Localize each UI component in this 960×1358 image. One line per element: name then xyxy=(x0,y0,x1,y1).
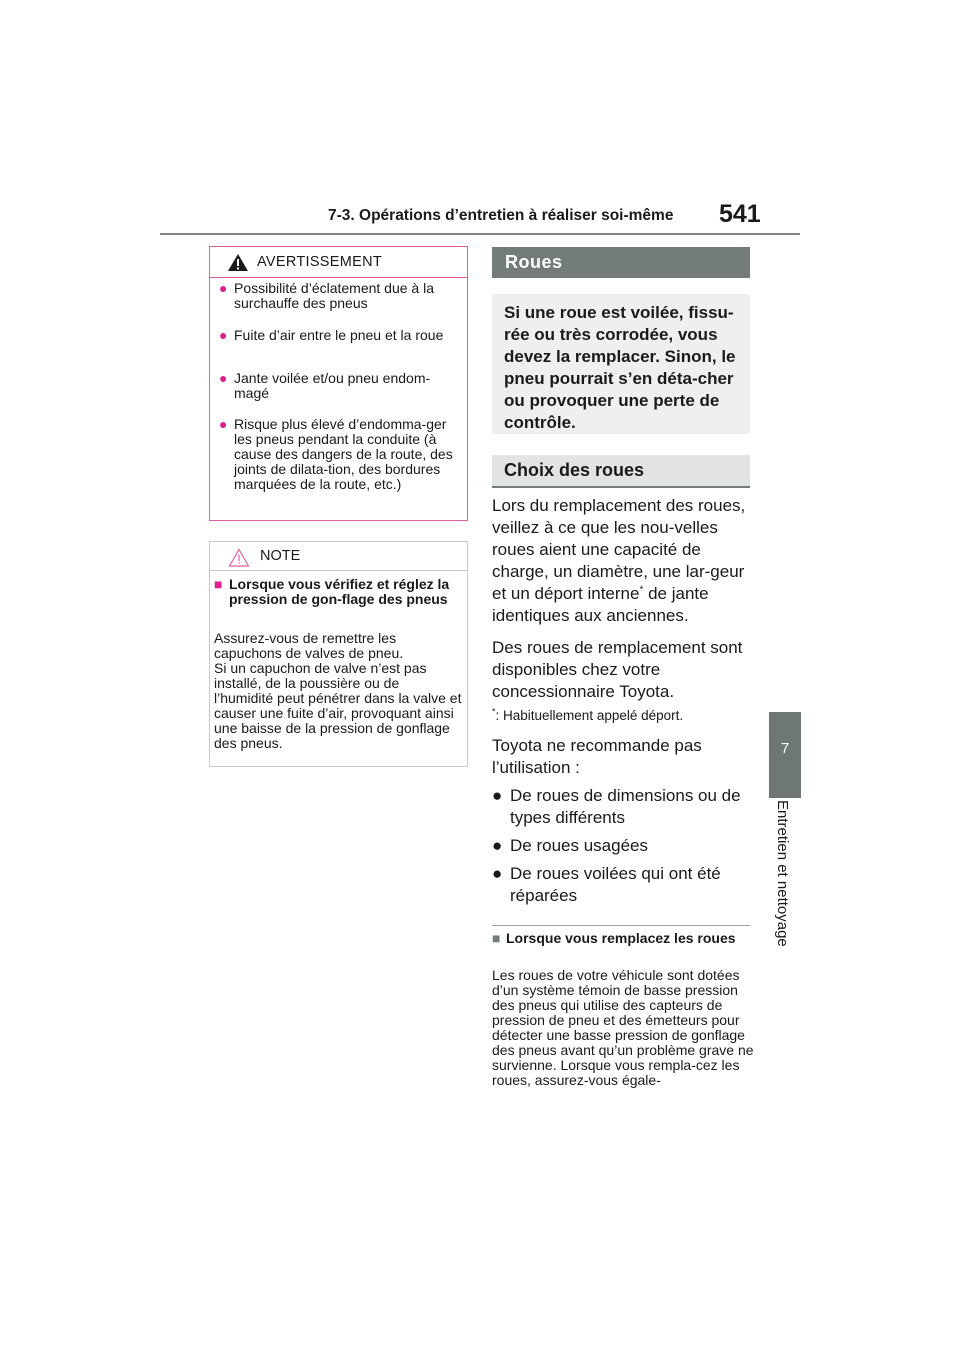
roues-heading-bar xyxy=(492,247,750,278)
square-bullet-icon: ■ xyxy=(492,930,501,946)
remplacement-body: Les roues de votre véhicule sont dotées d’un système témoin de basse pression des pneus qui utilise des capteurs de pression de pneu et des émetteurs pour détecter une basse pression de gonflage des pneus avant qu’un problème grave ne survienne. Lorsque vous rempla-cez les roues, assurez-vous égale- xyxy=(492,967,754,1088)
page-number: 541 xyxy=(719,200,761,228)
choix-paragraph: Des roues de remplacement sont disponibles chez votre concessionnaire Toyota. xyxy=(492,638,743,701)
choix-bullet-text: De roues de dimensions ou de types différents xyxy=(510,786,741,827)
bullet-dot-icon: ● xyxy=(219,370,228,386)
note-body-line: Assurez-vous de remettre les capuchons de valves de pneu. xyxy=(214,630,404,661)
warning-bullet-text: Risque plus élevé d’endomma-ger les pneus pendant la conduite (à cause des dangers de la route, des joints de dilata-tion, des bordures marquées de la route, etc.) xyxy=(234,416,453,492)
warning-title: AVERTISSEMENT xyxy=(257,254,383,270)
roues-heading: Roues xyxy=(505,252,563,272)
section-title: 7-3. Opérations d’entretien à réaliser soi-même xyxy=(328,207,674,224)
header-rule xyxy=(160,233,800,235)
warning-header xyxy=(210,247,467,278)
warning-bullet xyxy=(219,371,459,401)
square-bullet-icon: ■ xyxy=(214,576,223,592)
footnote: *: Habituellement appelé déport. xyxy=(492,706,684,723)
note-box xyxy=(209,541,468,767)
warning-bullet-text: Jante voilée et/ou pneu endom-magé xyxy=(234,370,431,401)
choix-paragraph: Lors du remplacement des roues, veillez à ce que les nou-velles roues aient une capacité de charge, un diamètre, une lar-geur et un déport interne* de jante identiques aux anciennes. xyxy=(492,496,746,625)
chapter-label-text: Entretien et nettoyage xyxy=(774,800,791,947)
remplacement-subheading xyxy=(492,931,750,946)
warning-box xyxy=(209,246,468,521)
bullet-dot-icon: ● xyxy=(219,416,228,432)
choix-bullet xyxy=(492,835,754,857)
warning-triangle-icon xyxy=(227,253,249,272)
note-subheading xyxy=(214,577,459,607)
chapter-label xyxy=(768,800,802,990)
note-body xyxy=(214,631,462,751)
note-title: NOTE xyxy=(260,548,301,564)
choix-heading: Choix des roues xyxy=(504,460,645,480)
footnote-marker: * xyxy=(639,584,644,596)
choix-bullet xyxy=(492,863,754,907)
warning-bullet-text: Possibilité d’éclatement due à la surchauffe des pneus xyxy=(234,280,435,311)
note-subheading-text: Lorsque vous vérifiez et réglez la pression de gon-flage des pneus xyxy=(229,576,450,607)
bullet-dot-icon: ● xyxy=(219,280,228,296)
warning-bullet xyxy=(219,281,459,311)
choix-bullet-text: De roues usagées xyxy=(510,836,648,855)
choix-paragraph: Toyota ne recommande pas l’utilisation : xyxy=(492,736,702,777)
bullet-dot-icon: ● xyxy=(492,864,503,883)
bullet-dot-icon: ● xyxy=(492,786,503,805)
warning-bullet xyxy=(219,417,459,492)
roues-intro-text: Si une roue est voilée, fissu-rée ou très corrodée, vous devez la remplacer. Sinon, le pneu pourrait s’en déta-cher ou provoquer une perte de contrôle. xyxy=(504,303,736,432)
roues-intro-box xyxy=(492,294,750,434)
section-separator xyxy=(492,925,750,926)
choix-bullet xyxy=(492,785,754,829)
choix-heading-bar xyxy=(492,455,750,488)
bullet-dot-icon: ● xyxy=(219,327,228,343)
choix-bullet-text: De roues voilées qui ont été réparées xyxy=(510,864,721,905)
bullet-dot-icon: ● xyxy=(492,836,503,855)
note-body-line: Si un capuchon de valve n’est pas installé, de la poussière ou de l’humidité peut pénétrer dans la valve et causer une fuite d’air, provoquant ainsi une baisse de la pression de gonflage des pneus. xyxy=(214,660,462,751)
remplacement-subheading-text: Lorsque vous remplacez les roues xyxy=(506,930,736,946)
caution-triangle-icon xyxy=(228,548,250,567)
note-header xyxy=(210,542,467,571)
chapter-number: 7 xyxy=(780,740,790,757)
warning-bullet-text: Fuite d’air entre le pneu et la roue xyxy=(234,327,444,343)
warning-bullet xyxy=(219,328,459,343)
